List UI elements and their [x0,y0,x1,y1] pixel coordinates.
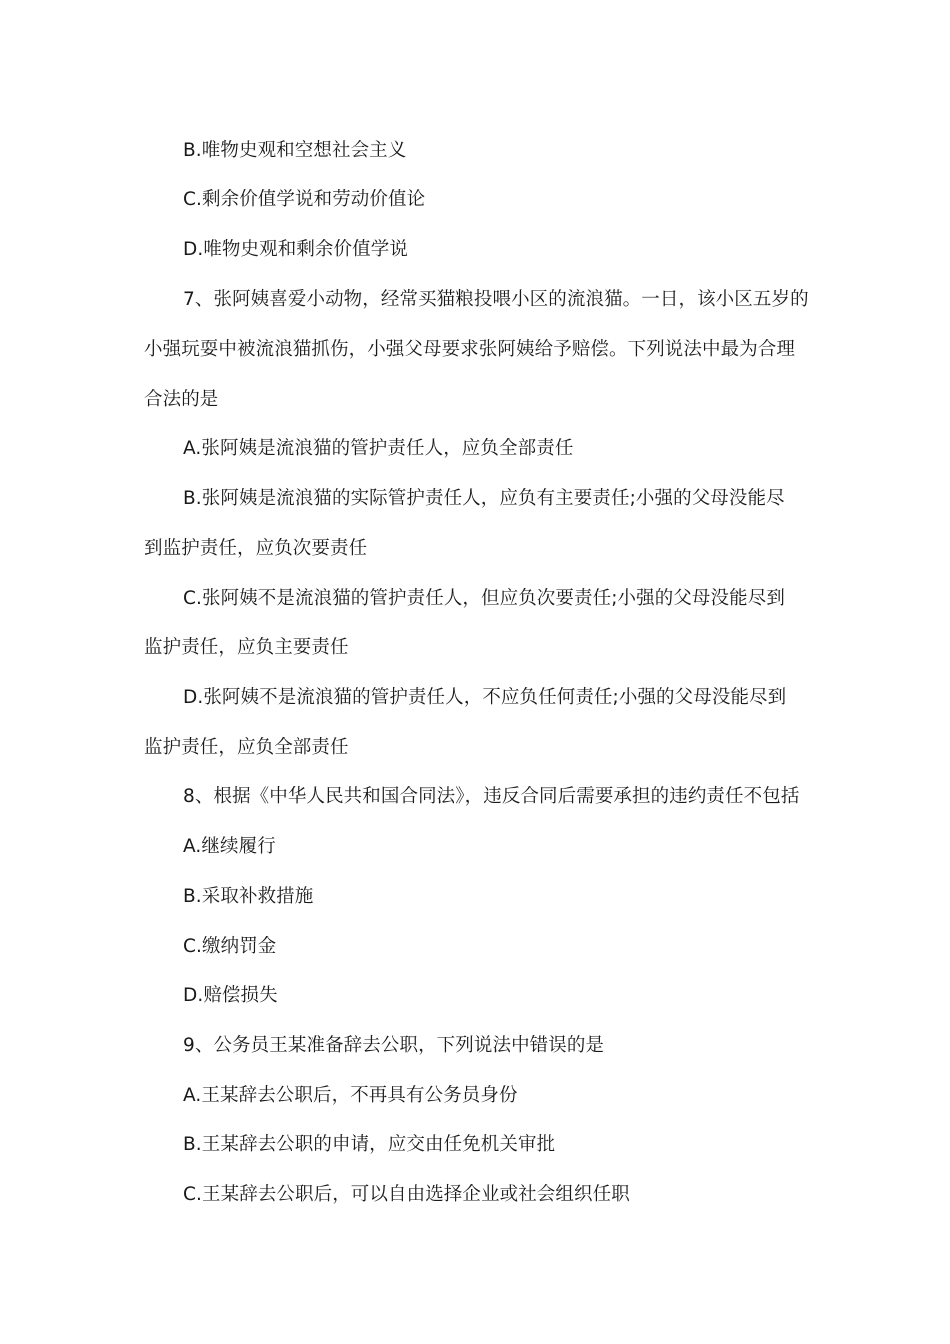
option-line: 到监护责任，应负次要责任 [144,538,368,559]
question-line: 8、根据《中华人民共和国合同法》，违反合同后需要承担的违约责任不包括 [183,786,800,807]
option-line: B.张阿姨是流浪猫的实际管护责任人，应负有主要责任;小强的父母没能尽 [183,488,785,509]
option-line: C.王某辞去公职后，可以自由选择企业或社会组织任职 [183,1184,630,1205]
option-line: A.张阿姨是流浪猫的管护责任人，应负全部责任 [183,438,574,459]
option-line: C.张阿姨不是流浪猫的管护责任人，但应负次要责任;小强的父母没能尽到 [183,588,785,609]
option-line: 监护责任，应负主要责任 [144,637,349,658]
question-line: 7、张阿姨喜爱小动物，经常买猫粮投喂小区的流浪猫。一日，该小区五岁的 [183,289,809,310]
option-line: 监护责任，应负全部责任 [144,737,349,758]
option-line: D.张阿姨不是流浪猫的管护责任人，不应负任何责任;小强的父母没能尽到 [183,687,787,708]
option-line: C.缴纳罚金 [183,936,277,957]
option-line: D.赔偿损失 [183,985,278,1006]
option-line: D.唯物史观和剩余价值学说 [183,239,408,260]
question-line: 9、公务员王某准备辞去公职，下列说法中错误的是 [183,1035,605,1056]
option-line: B.采取补救措施 [183,886,314,907]
option-line: A.王某辞去公职后，不再具有公务员身份 [183,1085,518,1106]
question-line: 合法的是 [144,389,219,410]
option-line: B.王某辞去公职的申请，应交由任免机关审批 [183,1134,556,1155]
option-line: C.剩余价值学说和劳动价值论 [183,189,426,210]
option-line: A.继续履行 [183,836,276,857]
option-line: B.唯物史观和空想社会主义 [183,140,407,161]
question-line: 小强玩耍中被流浪猫抓伤，小强父母要求张阿姨给予赔偿。下列说法中最为合理 [144,339,796,360]
